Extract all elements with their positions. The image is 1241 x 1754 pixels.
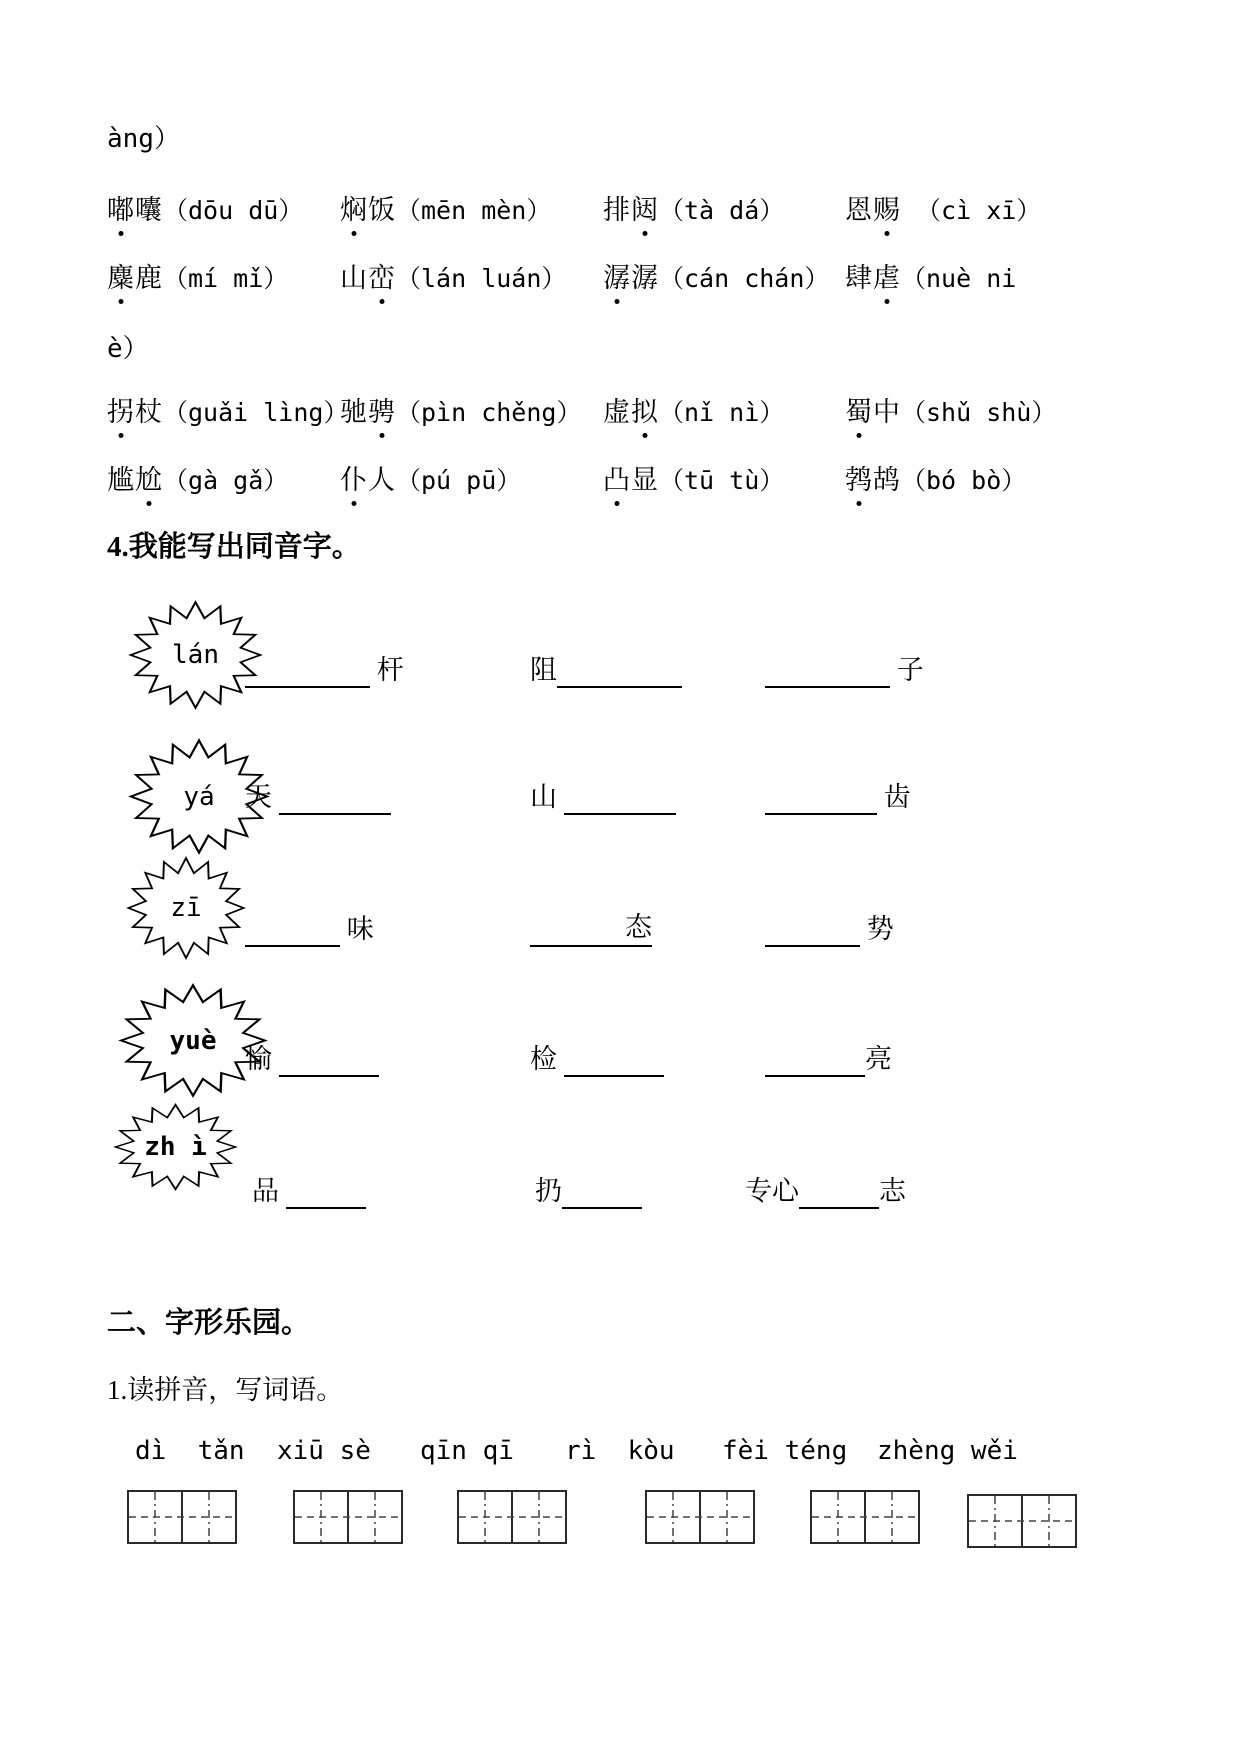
homophone-item [535, 1169, 642, 1209]
word-row [107, 188, 1182, 227]
answer-blank[interactable] [245, 648, 370, 688]
pinyin-word-row [0, 1436, 1241, 1468]
word-entry [845, 188, 1182, 227]
word-head: 肆 [845, 263, 873, 293]
homophone-row [0, 1103, 1241, 1213]
word-entry [340, 256, 603, 295]
word-text [603, 458, 659, 497]
word-pinyin: （mí mǐ） [163, 264, 289, 293]
emphasized-char: 焖 [340, 188, 368, 227]
item-after-text: 味 [340, 914, 374, 944]
homophone-item [765, 1037, 892, 1077]
word-text [340, 390, 396, 429]
star-pinyin-label: yá [183, 781, 215, 812]
item-before-text: 品 [252, 1176, 286, 1206]
homophone-item [245, 648, 404, 688]
item-before-text: 山 [530, 782, 564, 812]
item-after-text: 子 [890, 655, 924, 685]
emphasized-char: 蜀 [845, 390, 873, 429]
homophone-row [0, 738, 1241, 858]
homophone-row [0, 600, 1241, 712]
word-entry [603, 188, 845, 227]
answer-blank[interactable] [279, 775, 391, 815]
word-text [845, 390, 901, 429]
homophone-item [245, 775, 391, 815]
word-entry [107, 256, 340, 295]
item-after-text: 志 [879, 1176, 906, 1206]
item-before-text: 专心 [745, 1176, 799, 1206]
homophone-item [252, 1169, 366, 1209]
pinyin-word: fèi téng [722, 1436, 848, 1466]
word-pinyin: （bó bò） [901, 466, 1027, 495]
word-pinyin: （pú pū） [396, 466, 522, 495]
homophone-item [765, 775, 911, 815]
word-entry [340, 458, 603, 497]
homophone-item [245, 907, 374, 947]
shape-section-heading: 二、字形乐园。 [107, 1307, 311, 1339]
homophone-items [0, 983, 1241, 1103]
writing-grid[interactable] [293, 1490, 403, 1544]
homophone-item [530, 775, 676, 815]
word-entry [107, 390, 349, 429]
answer-blank[interactable] [530, 907, 625, 947]
homophone-items [0, 856, 1241, 964]
word-pinyin: （cì xī） [901, 196, 1042, 225]
item-before-text: 阻 [530, 655, 557, 685]
word-tail: 杖 [135, 397, 163, 427]
word-pinyin: （lán luán） [396, 264, 567, 293]
writing-grid[interactable] [645, 1490, 755, 1544]
word-text [340, 458, 396, 497]
word-text [845, 256, 901, 295]
word-pinyin: （mēn mèn） [396, 196, 552, 225]
word-pinyin: （nǐ nì） [659, 398, 785, 427]
word-tail: 鹿 [135, 263, 163, 293]
emphasized-char: 仆 [340, 458, 368, 497]
answer-blank[interactable] [765, 775, 877, 815]
homophone-item [765, 648, 924, 688]
word-tail: 饭 [368, 195, 396, 225]
answer-blank[interactable] [557, 648, 682, 688]
word-head: 驰 [340, 397, 368, 427]
word-entry [603, 390, 845, 429]
word-head: 尴 [107, 465, 135, 495]
word-text [107, 188, 163, 227]
writing-grid[interactable] [457, 1490, 567, 1544]
item-before-text: 天 [245, 782, 279, 812]
word-tail: 囔 [135, 195, 163, 225]
answer-blank[interactable] [562, 1169, 642, 1209]
word-text [107, 458, 163, 497]
emphasized-char: 麋 [107, 256, 135, 295]
word-tail: 潺 [631, 263, 659, 293]
carryover-pinyin-mid: è） [107, 334, 149, 364]
pinyin-word: dì tǎn [135, 1436, 245, 1466]
word-text [845, 458, 901, 497]
word-text [845, 188, 901, 227]
emphasized-char: 峦 [368, 256, 396, 295]
word-text [107, 256, 163, 295]
word-head: 恩 [845, 195, 873, 225]
word-pinyin: （cán chán） [659, 264, 830, 293]
word-text [340, 188, 396, 227]
item-before-text: 检 [530, 1044, 564, 1074]
emphasized-char: 拐 [107, 390, 135, 429]
word-entry [845, 390, 1182, 429]
word-entry [340, 390, 603, 429]
answer-blank[interactable] [765, 648, 890, 688]
word-entry [845, 458, 1182, 497]
homophone-item [765, 907, 894, 947]
carryover-pinyin-top: àng） [107, 124, 180, 154]
word-text [603, 188, 659, 227]
word-row [107, 390, 1182, 429]
word-entry [107, 188, 340, 227]
word-entry [340, 188, 603, 227]
writing-grid[interactable] [967, 1494, 1077, 1548]
word-entry [845, 256, 1182, 295]
word-head: 虚 [603, 397, 631, 427]
star-pinyin-label: lán [172, 640, 219, 670]
homophone-items [0, 738, 1241, 858]
word-pinyin: （tà dá） [659, 196, 785, 225]
homophone-item [530, 648, 682, 688]
answer-blank[interactable] [564, 775, 676, 815]
answer-blank[interactable] [799, 1169, 879, 1209]
word-entry [603, 256, 845, 295]
homophone-item [530, 1037, 664, 1077]
word-head: 排 [603, 195, 631, 225]
writing-grid[interactable] [127, 1490, 237, 1544]
answer-blank[interactable] [564, 1037, 664, 1077]
homophone-item [245, 1037, 379, 1077]
word-pinyin: （tū tù） [659, 466, 785, 495]
word-tail: 人 [368, 465, 396, 495]
emphasized-char: 闼 [631, 188, 659, 227]
answer-blank[interactable] [765, 1037, 865, 1077]
homophone-section-heading: 4.我能写出同音字。 [107, 531, 361, 563]
emphasized-char: 拟 [631, 390, 659, 429]
word-pinyin: （dōu dū） [163, 196, 304, 225]
word-pinyin: （guǎi lìng） [163, 398, 349, 427]
homophone-items [0, 600, 1241, 712]
writing-grid[interactable] [810, 1490, 920, 1544]
emphasized-char: 鹁 [845, 458, 873, 497]
answer-blank[interactable] [279, 1037, 379, 1077]
word-tail: 中 [873, 397, 901, 427]
item-after-text: 齿 [877, 782, 911, 812]
emphasized-char: 凸 [603, 458, 631, 497]
emphasized-char: 嘟 [107, 188, 135, 227]
item-after-text: 亮 [865, 1044, 892, 1074]
emphasized-char: 潺 [603, 256, 631, 295]
word-text [107, 390, 163, 429]
pinyin-word: qīn qī [420, 1436, 514, 1466]
pinyin-word: rì kòu [565, 1436, 675, 1466]
emphasized-char: 骋 [368, 390, 396, 429]
emphasized-char: 虐 [873, 256, 901, 295]
item-before-text: 愉 [245, 1044, 279, 1074]
emphasized-char: 尬 [135, 458, 163, 497]
star-pinyin-label: yuè [169, 1025, 217, 1056]
emphasized-char: 赐 [873, 188, 901, 227]
item-after-text: 态 [625, 909, 652, 947]
item-after-text: 势 [860, 914, 894, 944]
homophone-item [745, 1169, 906, 1209]
word-pinyin: （nuè ni [901, 264, 1017, 293]
pinyin-word: xiū sè [277, 1436, 371, 1466]
word-text [340, 256, 396, 295]
word-tail: 显 [631, 465, 659, 495]
word-head: 山 [340, 263, 368, 293]
word-entry [603, 458, 845, 497]
pinyin-word: zhèng wěi [877, 1436, 1018, 1466]
item-after-text: 杆 [370, 655, 404, 685]
word-text [603, 390, 659, 429]
item-before-text: 扔 [535, 1176, 562, 1206]
homophone-row [0, 856, 1241, 964]
answer-blank[interactable] [286, 1169, 366, 1209]
homophone-items [0, 1103, 1241, 1213]
homophone-row [0, 983, 1241, 1103]
homophone-item [530, 907, 652, 947]
word-row [107, 458, 1182, 497]
word-entry [107, 458, 340, 497]
star-pinyin-label: zh ì [144, 1132, 207, 1162]
answer-blank[interactable] [245, 907, 340, 947]
word-row [107, 256, 1182, 295]
word-tail: 鸪 [873, 465, 901, 495]
star-pinyin-label: zī [170, 893, 202, 923]
exercise-title: 1.读拼音，写词语。 [107, 1375, 344, 1405]
word-text [603, 256, 659, 295]
word-pinyin: （shǔ shù） [901, 398, 1057, 427]
word-pinyin: （pìn chěng） [396, 398, 582, 427]
answer-blank[interactable] [765, 907, 860, 947]
word-pinyin: （gà gǎ） [163, 466, 289, 495]
